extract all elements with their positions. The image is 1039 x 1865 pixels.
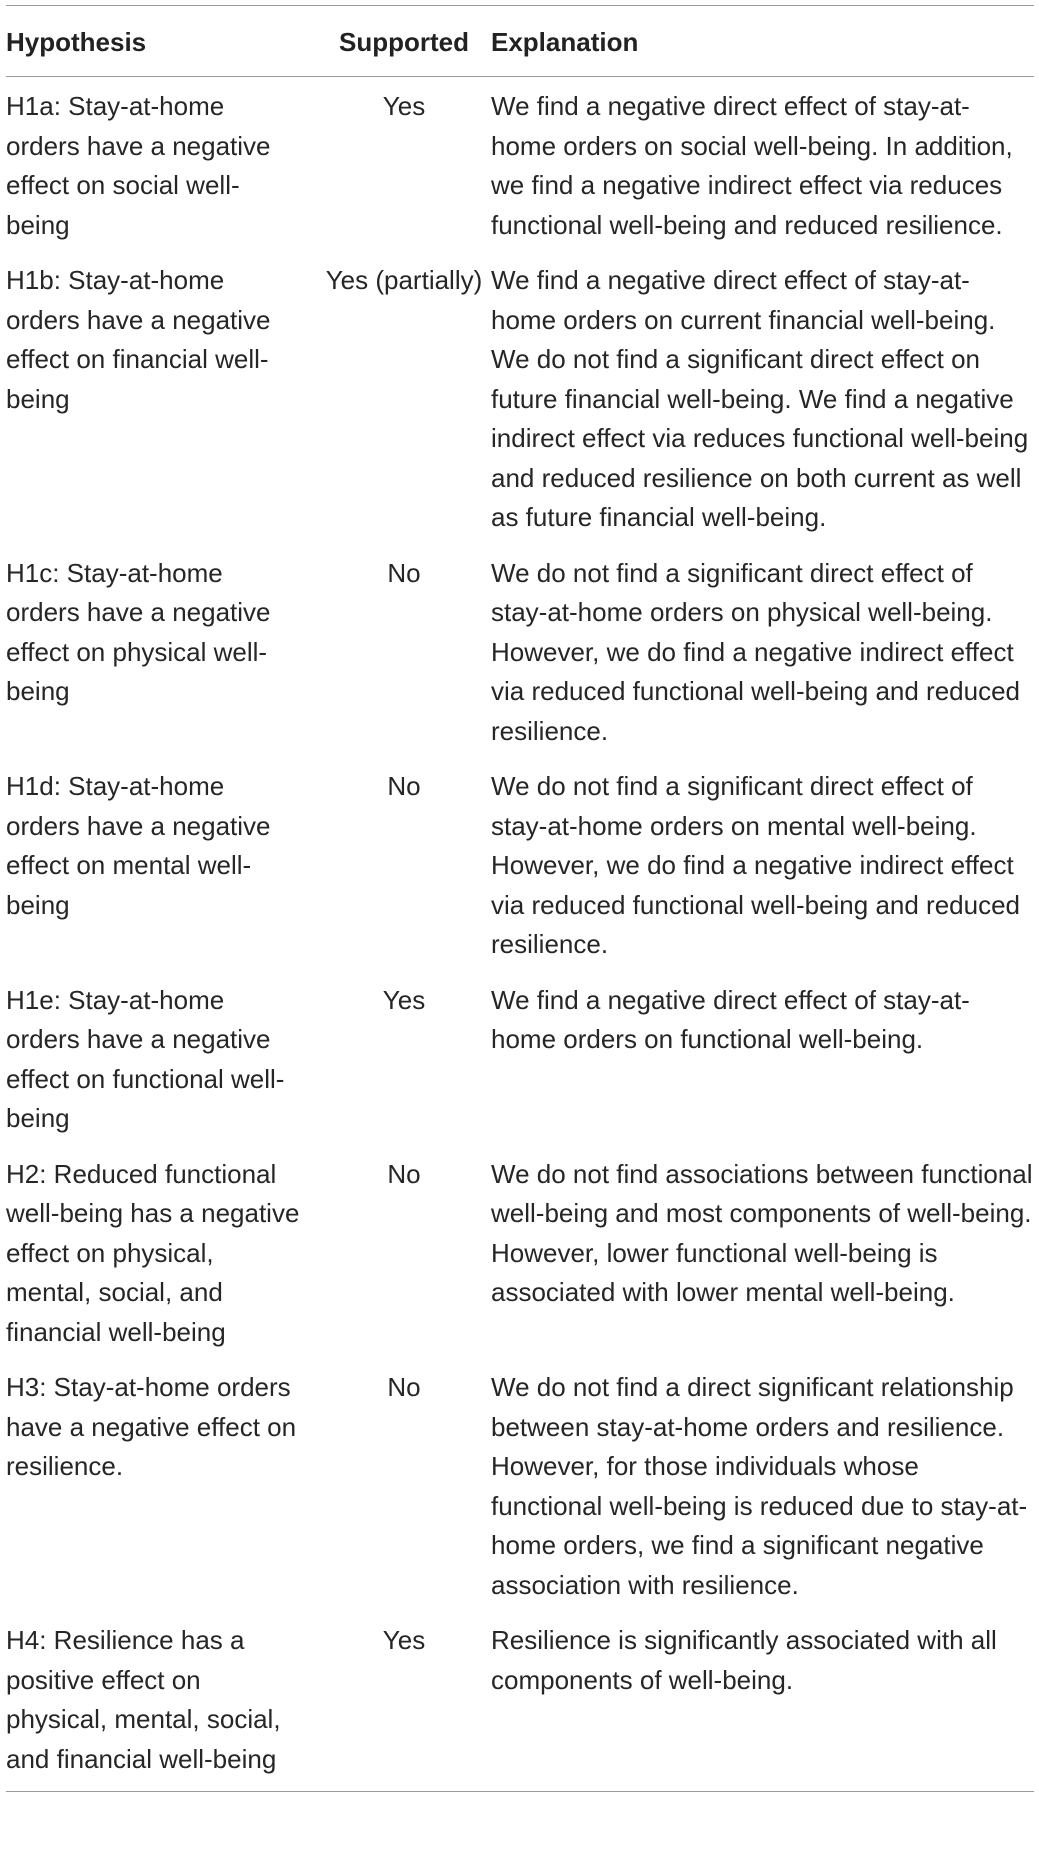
explanation-cell: We do not find a significant direct effect of stay-at-home orders on mental well-being. However, we do find a negative indirect effect via reduced functional well-being and reduced resilience.	[491, 771, 1021, 959]
table-row	[6, 77, 1034, 252]
supported-cell: Yes	[382, 91, 426, 121]
table-row	[6, 251, 1034, 544]
supported-cell: No	[387, 1372, 421, 1402]
table-row	[6, 971, 1034, 1145]
header-explanation: Explanation	[485, 6, 1034, 77]
hypothesis-cell: H1c: Stay-at-home orders have a negative effect on physical well-being	[6, 557, 271, 706]
supported-cell: Yes (partially)	[325, 265, 483, 295]
explanation-cell: Resilience is significantly associated with all components of well-being.	[485, 1611, 1034, 1792]
supported-cell: No	[387, 1158, 421, 1189]
hypothesis-cell: H3: Stay-at-home orders have a negative effect on resilience.	[6, 1372, 297, 1481]
supported-cell: No	[387, 771, 421, 801]
hypothesis-cell: H1a: Stay-at-home orders have a negative effect on social well-being	[6, 91, 271, 240]
explanation-cell: We do not find a direct significant relationship between stay-at-home orders and resilience. However, for those individuals whose functional well-being is reduced due to stay-at-home orders, we find a significant negative association with resilience.	[491, 1372, 1028, 1600]
supported-cell: Yes	[382, 984, 426, 1015]
table-row	[6, 544, 1034, 758]
explanation-cell: We do not find associations between functional well-being and most components of well-being. However, lower functional well-being is associated with lower mental well-being.	[491, 1158, 1033, 1307]
explanation-cell: We find a negative direct effect of stay-at-home orders on current financial well-being. We do not find a significant direct effect on future financial well-being. We find a negative indirect effect via reduces functional well-being and reduced resilience on both current as well as future financial well-being.	[491, 265, 1029, 532]
explanation-cell: We do not find a significant direct effect of stay-at-home orders on physical well-being. However, we do find a negative indirect effect via reduced functional well-being and reduced resilience.	[491, 557, 1021, 746]
table-row	[6, 1358, 1034, 1611]
header-supported: Supported	[323, 6, 485, 77]
hypothesis-cell: H4: Resilience has a positive effect on physical, mental, social, and financial well-being	[6, 1611, 323, 1792]
table-row	[6, 1145, 1034, 1359]
table-row	[6, 757, 1034, 971]
hypothesis-cell: H1e: Stay-at-home orders have a negative effect on functional well-being	[6, 984, 285, 1133]
hypotheses-table	[6, 5, 1034, 1792]
hypothesis-cell: H1d: Stay-at-home orders have a negative effect on mental well-being	[6, 771, 271, 920]
hypothesis-cell: H2: Reduced functional well-being has a negative effect on physical, mental, social, and financial well-being	[6, 1158, 300, 1347]
supported-cell: Yes	[323, 1611, 485, 1792]
header-hypothesis: Hypothesis	[6, 6, 323, 77]
hypotheses-table-container	[6, 5, 1034, 1792]
table-header-row	[6, 6, 1034, 77]
supported-cell: No	[387, 557, 421, 588]
table-row	[6, 1611, 1034, 1792]
hypothesis-cell: H1b: Stay-at-home orders have a negative effect on financial well-being	[6, 265, 271, 414]
explanation-cell: We find a negative direct effect of stay-at-home orders on social well-being. In addition, we find a negative indirect effect via reduces functional well-being and reduced resilience.	[491, 91, 1013, 240]
explanation-cell: We find a negative direct effect of stay-at-home orders on functional well-being.	[491, 984, 970, 1054]
